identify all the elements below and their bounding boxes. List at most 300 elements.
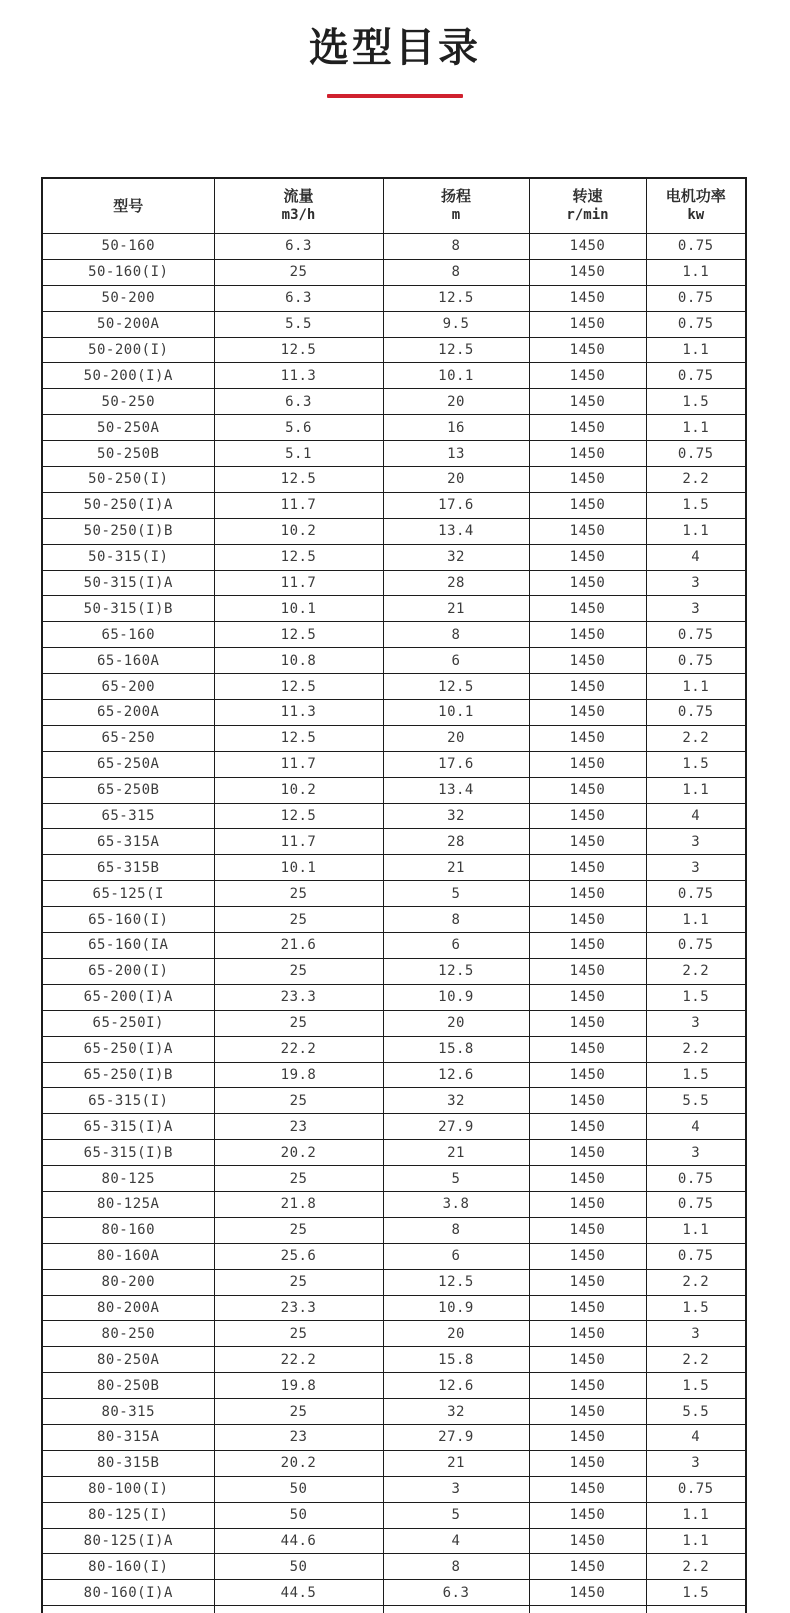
- cell-head: 12.6: [383, 1373, 529, 1399]
- cell-speed: 1450: [529, 1295, 646, 1321]
- cell-head: 12.6: [383, 1062, 529, 1088]
- cell-flow: 10.1: [214, 596, 383, 622]
- cell-speed: 1450: [529, 933, 646, 959]
- cell-head: 13: [383, 441, 529, 467]
- cell-flow: 25: [214, 1217, 383, 1243]
- table-row: [42, 1062, 746, 1088]
- cell-power: 1.1: [646, 415, 746, 441]
- cell-head: 10.9: [383, 1295, 529, 1321]
- cell-model: 65-315A: [42, 829, 214, 855]
- cell-speed: 1450: [529, 259, 646, 285]
- header-power-unit: kw: [687, 207, 705, 223]
- cell-speed: 1450: [529, 1036, 646, 1062]
- cell-model: 65-315: [42, 803, 214, 829]
- cell-flow: 12.5: [214, 544, 383, 570]
- cell-speed: 1450: [529, 777, 646, 803]
- cell-power: 0.75: [646, 881, 746, 907]
- header-cell-speed: [529, 178, 646, 234]
- cell-model: 65-315B: [42, 855, 214, 881]
- cell-model: 80-160A: [42, 1243, 214, 1269]
- cell-speed: 1450: [529, 803, 646, 829]
- table-row: [42, 1399, 746, 1425]
- cell-head: 20: [383, 1321, 529, 1347]
- cell-speed: 1450: [529, 492, 646, 518]
- table-row: [42, 881, 746, 907]
- table-row: [42, 700, 746, 726]
- cell-speed: 1450: [529, 1502, 646, 1528]
- cell-speed: 1450: [529, 622, 646, 648]
- cell-speed: 1450: [529, 518, 646, 544]
- cell-head: 32: [383, 1088, 529, 1114]
- cell-speed: 1450: [529, 1191, 646, 1217]
- cell-head: 5: [383, 1502, 529, 1528]
- cell-head: 5: [383, 1166, 529, 1192]
- cell-speed: 1450: [529, 1424, 646, 1450]
- cell-model: 80-250A: [42, 1347, 214, 1373]
- cell-head: 8: [383, 1217, 529, 1243]
- cell-head: 20: [383, 389, 529, 415]
- title-underline: [327, 94, 463, 98]
- cell-model: 50-160: [42, 234, 214, 260]
- cell-power: 0.75: [646, 441, 746, 467]
- cell-model: 65-250(I)B: [42, 1062, 214, 1088]
- cell-model: 80-125: [42, 1166, 214, 1192]
- cell-flow: 6.3: [214, 389, 383, 415]
- cell-head: 17.6: [383, 751, 529, 777]
- cell-speed: 1450: [529, 1010, 646, 1036]
- table-row: [42, 855, 746, 881]
- cell-power: 0.75: [646, 1476, 746, 1502]
- cell-flow: 44.5: [214, 1580, 383, 1606]
- cell-flow: 19.8: [214, 1062, 383, 1088]
- cell-head: 12.5: [383, 337, 529, 363]
- cell-speed: 1450: [529, 1114, 646, 1140]
- page-title: 选型目录: [309, 25, 481, 71]
- cell-power: 0.75: [646, 1191, 746, 1217]
- cell-speed: 1450: [529, 415, 646, 441]
- cell-model: 65-250B: [42, 777, 214, 803]
- cell-head: 4: [383, 1528, 529, 1554]
- cell-head: 27.9: [383, 1114, 529, 1140]
- cell-head: 21: [383, 1140, 529, 1166]
- cell-flow: 25: [214, 1269, 383, 1295]
- cell-power: 1.5: [646, 1580, 746, 1606]
- cell-flow: 21.6: [214, 933, 383, 959]
- cell-flow: 12.5: [214, 622, 383, 648]
- header-cell-head: [383, 178, 529, 234]
- cell-flow: 23.3: [214, 984, 383, 1010]
- cell-model: 50-200(I)A: [42, 363, 214, 389]
- cell-flow: 12.5: [214, 725, 383, 751]
- cell-model: 80-125A: [42, 1191, 214, 1217]
- cell-head: 10.9: [383, 984, 529, 1010]
- table-row: [42, 907, 746, 933]
- cell-model: 80-250: [42, 1321, 214, 1347]
- cell-speed: 1450: [529, 1528, 646, 1554]
- table-row: [42, 544, 746, 570]
- cell-model: 80-200A: [42, 1295, 214, 1321]
- table-row: [42, 622, 746, 648]
- cell-model: 50-200: [42, 285, 214, 311]
- cell-speed: 1450: [529, 234, 646, 260]
- cell-power: 2.2: [646, 1554, 746, 1580]
- cell-power: 2.2: [646, 1036, 746, 1062]
- table-row: [42, 337, 746, 363]
- cell-power: 3: [646, 855, 746, 881]
- cell-power: 3: [646, 1321, 746, 1347]
- cell-power: 1.5: [646, 1373, 746, 1399]
- cell-model: 50-250: [42, 389, 214, 415]
- cell-power: 2.2: [646, 725, 746, 751]
- cell-model: 50-315(I)B: [42, 596, 214, 622]
- cell-flow: 10.2: [214, 777, 383, 803]
- cell-flow: 25.6: [214, 1243, 383, 1269]
- cell-model: 50-160(I): [42, 259, 214, 285]
- cell-power: 0.75: [646, 285, 746, 311]
- cell-model: 50-200(I): [42, 337, 214, 363]
- cell-speed: 1450: [529, 1217, 646, 1243]
- cell-speed: 1450: [529, 1166, 646, 1192]
- cell-power: 2.2: [646, 958, 746, 984]
- table-body: [42, 234, 746, 1613]
- cell-flow: 23.3: [214, 1295, 383, 1321]
- cell-head: 8: [383, 907, 529, 933]
- cell-head: 21: [383, 855, 529, 881]
- cell-head: 8: [383, 259, 529, 285]
- cell-model: 65-200: [42, 674, 214, 700]
- header-cell-model: [42, 178, 214, 234]
- table-row: [42, 1036, 746, 1062]
- cell-flow: 22.2: [214, 1036, 383, 1062]
- cell-head: 20: [383, 467, 529, 493]
- cell-flow: 22.2: [214, 1347, 383, 1373]
- cell-power: 1.1: [646, 1217, 746, 1243]
- cell-speed: 1450: [529, 1347, 646, 1373]
- table-row: [42, 674, 746, 700]
- cell-flow: 11.7: [214, 751, 383, 777]
- cell-speed: 1450: [529, 544, 646, 570]
- cell-speed: 1450: [529, 855, 646, 881]
- cell-model: 65-315(I)A: [42, 1114, 214, 1140]
- cell-model: 65-315(I)B: [42, 1140, 214, 1166]
- cell-model: 50-200A: [42, 311, 214, 337]
- cell-power: 0.75: [646, 622, 746, 648]
- table-row: [42, 984, 746, 1010]
- cell-speed: 1450: [529, 285, 646, 311]
- cell-model: 50-250A: [42, 415, 214, 441]
- header-cell-flow: [214, 178, 383, 234]
- table-row: [42, 1476, 746, 1502]
- table-row: [42, 311, 746, 337]
- cell-speed: 1450: [529, 674, 646, 700]
- table-row: [42, 1424, 746, 1450]
- cell-power: 0.75: [646, 311, 746, 337]
- cell-power: 3: [646, 1010, 746, 1036]
- cell-flow: 12.5: [214, 337, 383, 363]
- table-row: [42, 492, 746, 518]
- cell-power: 1.5: [646, 984, 746, 1010]
- cell-power: 1.1: [646, 1502, 746, 1528]
- cell-flow: 25: [214, 1321, 383, 1347]
- cell-power: 5.5: [646, 1088, 746, 1114]
- cell-model: 80-200: [42, 1269, 214, 1295]
- table-row: [42, 363, 746, 389]
- cell-flow: 5.5: [214, 311, 383, 337]
- cell-flow: 12.5: [214, 674, 383, 700]
- cell-power: 4: [646, 1114, 746, 1140]
- cell-model: 65-160(I): [42, 907, 214, 933]
- cell-head: 8: [383, 622, 529, 648]
- cell-model: 65-160A: [42, 648, 214, 674]
- cell-power: 1.1: [646, 777, 746, 803]
- cell-flow: 25: [214, 881, 383, 907]
- cell-head: 32: [383, 1399, 529, 1425]
- cell-model: 65-250(I)A: [42, 1036, 214, 1062]
- cell-power: 3: [646, 570, 746, 596]
- cell-flow: 23: [214, 1424, 383, 1450]
- cell-flow: 20.2: [214, 1140, 383, 1166]
- cell-speed: 1450: [529, 1140, 646, 1166]
- cell-head: 28: [383, 829, 529, 855]
- cell-head: 21: [383, 1450, 529, 1476]
- cell-power: 4: [646, 544, 746, 570]
- cell-speed: 1450: [529, 1399, 646, 1425]
- cell-power: 1.5: [646, 389, 746, 415]
- cell-head: 20: [383, 1010, 529, 1036]
- cell-head: 17.6: [383, 492, 529, 518]
- table-row: [42, 1010, 746, 1036]
- table-row: [42, 467, 746, 493]
- cell-empty: [383, 1606, 529, 1613]
- cell-model: 80-315: [42, 1399, 214, 1425]
- cell-power: 4: [646, 803, 746, 829]
- cell-head: 6: [383, 933, 529, 959]
- table-row: [42, 1347, 746, 1373]
- cell-speed: 1450: [529, 907, 646, 933]
- table-row: [42, 751, 746, 777]
- table-row: [42, 518, 746, 544]
- cell-speed: 1450: [529, 1476, 646, 1502]
- cell-model: 65-125(I: [42, 881, 214, 907]
- table-row: [42, 259, 746, 285]
- cell-head: 3: [383, 1476, 529, 1502]
- header-row: [42, 178, 746, 234]
- cell-model: 65-315(I): [42, 1088, 214, 1114]
- cell-head: 12.5: [383, 1269, 529, 1295]
- table-row: [42, 1450, 746, 1476]
- cell-model: 50-250B: [42, 441, 214, 467]
- cell-model: 65-200(I)A: [42, 984, 214, 1010]
- cell-power: 1.5: [646, 1062, 746, 1088]
- cell-power: 2.2: [646, 1269, 746, 1295]
- cell-speed: 1450: [529, 337, 646, 363]
- cell-model: 50-250(I)B: [42, 518, 214, 544]
- table-row: [42, 1217, 746, 1243]
- cell-model: 50-315(I): [42, 544, 214, 570]
- cell-head: 20: [383, 725, 529, 751]
- cell-head: 15.8: [383, 1347, 529, 1373]
- table-row: [42, 1269, 746, 1295]
- cell-flow: 11.3: [214, 700, 383, 726]
- cell-speed: 1450: [529, 1062, 646, 1088]
- cell-speed: 1450: [529, 596, 646, 622]
- cell-flow: 5.1: [214, 441, 383, 467]
- table-row: [42, 389, 746, 415]
- cell-flow: 11.7: [214, 829, 383, 855]
- table-row: [42, 1528, 746, 1554]
- cell-model: 50-250(I): [42, 467, 214, 493]
- cell-model: 65-200(I): [42, 958, 214, 984]
- cell-speed: 1450: [529, 441, 646, 467]
- cell-speed: 1450: [529, 389, 646, 415]
- table-row: [42, 1140, 746, 1166]
- cell-speed: 1450: [529, 311, 646, 337]
- cell-flow: 10.8: [214, 648, 383, 674]
- cell-flow: 5.6: [214, 415, 383, 441]
- cell-model: 80-125(I)A: [42, 1528, 214, 1554]
- table-header: [42, 178, 746, 234]
- cell-speed: 1450: [529, 1450, 646, 1476]
- cell-speed: 1450: [529, 570, 646, 596]
- cell-head: 5: [383, 881, 529, 907]
- cell-head: 10.1: [383, 363, 529, 389]
- cell-head: 15.8: [383, 1036, 529, 1062]
- cell-speed: 1450: [529, 700, 646, 726]
- cell-flow: 50: [214, 1476, 383, 1502]
- table-row: [42, 285, 746, 311]
- cell-speed: 1450: [529, 1554, 646, 1580]
- cell-speed: 1450: [529, 881, 646, 907]
- table-row: [42, 958, 746, 984]
- cell-speed: 1450: [529, 1580, 646, 1606]
- header-head-label: 扬程: [440, 187, 471, 205]
- cell-head: 8: [383, 234, 529, 260]
- cell-power: 1.5: [646, 1295, 746, 1321]
- cell-power: 1.1: [646, 907, 746, 933]
- cell-speed: 1450: [529, 1321, 646, 1347]
- cell-model: 65-250I): [42, 1010, 214, 1036]
- cell-power: 0.75: [646, 1166, 746, 1192]
- cell-power: 0.75: [646, 363, 746, 389]
- header-model-label: 型号: [113, 196, 144, 215]
- cell-speed: 1450: [529, 1269, 646, 1295]
- header-flow-label: 流量: [283, 187, 314, 205]
- cell-model: 80-160(I): [42, 1554, 214, 1580]
- cell-flow: 25: [214, 1010, 383, 1036]
- cell-flow: 20.2: [214, 1450, 383, 1476]
- table-row: [42, 1502, 746, 1528]
- cell-flow: 21.8: [214, 1191, 383, 1217]
- header-flow-unit: m3/h: [281, 207, 316, 223]
- header-cell-power: [646, 178, 746, 234]
- cell-flow: 6.3: [214, 285, 383, 311]
- cell-power: 0.75: [646, 700, 746, 726]
- cell-model: 80-315B: [42, 1450, 214, 1476]
- cell-speed: 1450: [529, 363, 646, 389]
- cell-head: 32: [383, 803, 529, 829]
- cell-head: 6.3: [383, 1580, 529, 1606]
- cell-speed: 1450: [529, 751, 646, 777]
- cell-flow: 10.1: [214, 855, 383, 881]
- cell-empty: [214, 1606, 383, 1613]
- cell-model: 65-250: [42, 725, 214, 751]
- cell-power: 0.75: [646, 1243, 746, 1269]
- table-row: [42, 829, 746, 855]
- cell-head: 16: [383, 415, 529, 441]
- cell-power: 3: [646, 596, 746, 622]
- header-power-label: 电机功率: [665, 187, 726, 205]
- selection-table: [41, 177, 747, 1613]
- cell-head: 12.5: [383, 285, 529, 311]
- table-row-partial: [42, 1606, 746, 1613]
- table-row: [42, 1373, 746, 1399]
- cell-model: 50-315(I)A: [42, 570, 214, 596]
- cell-head: 28: [383, 570, 529, 596]
- cell-head: 10.1: [383, 700, 529, 726]
- cell-model: 65-160: [42, 622, 214, 648]
- cell-head: 13.4: [383, 777, 529, 803]
- cell-power: 1.1: [646, 337, 746, 363]
- cell-power: 1.1: [646, 674, 746, 700]
- cell-power: 0.75: [646, 648, 746, 674]
- cell-flow: 12.5: [214, 467, 383, 493]
- header-speed-label: 转速: [572, 187, 603, 205]
- cell-speed: 1450: [529, 467, 646, 493]
- cell-model: 80-250B: [42, 1373, 214, 1399]
- cell-flow: 23: [214, 1114, 383, 1140]
- table-row: [42, 1295, 746, 1321]
- cell-speed: 1450: [529, 958, 646, 984]
- cell-speed: 1450: [529, 725, 646, 751]
- cell-power: 1.1: [646, 518, 746, 544]
- cell-speed: 1450: [529, 984, 646, 1010]
- cell-head: 8: [383, 1554, 529, 1580]
- table-row: [42, 1191, 746, 1217]
- cell-flow: 10.2: [214, 518, 383, 544]
- cell-speed: 1450: [529, 648, 646, 674]
- cell-power: 1.1: [646, 259, 746, 285]
- cell-flow: 25: [214, 958, 383, 984]
- cell-power: 0.75: [646, 933, 746, 959]
- cell-model: 65-250A: [42, 751, 214, 777]
- cell-flow: 50: [214, 1502, 383, 1528]
- cell-power: 3: [646, 1450, 746, 1476]
- cell-speed: 1450: [529, 1088, 646, 1114]
- cell-empty: [42, 1606, 214, 1613]
- cell-flow: 25: [214, 1166, 383, 1192]
- cell-head: 6: [383, 1243, 529, 1269]
- cell-speed: 1450: [529, 1243, 646, 1269]
- cell-head: 6: [383, 648, 529, 674]
- cell-model: 80-160: [42, 1217, 214, 1243]
- cell-head: 9.5: [383, 311, 529, 337]
- cell-flow: 25: [214, 1399, 383, 1425]
- cell-flow: 6.3: [214, 234, 383, 260]
- cell-power: 2.2: [646, 467, 746, 493]
- table-row: [42, 777, 746, 803]
- cell-head: 32: [383, 544, 529, 570]
- table-row: [42, 1088, 746, 1114]
- cell-head: 13.4: [383, 518, 529, 544]
- cell-power: 3: [646, 1140, 746, 1166]
- table-row: [42, 1554, 746, 1580]
- cell-flow: 12.5: [214, 803, 383, 829]
- table-row: [42, 596, 746, 622]
- cell-power: 1.5: [646, 492, 746, 518]
- cell-model: 80-160(I)A: [42, 1580, 214, 1606]
- table-row: [42, 725, 746, 751]
- table-row: [42, 803, 746, 829]
